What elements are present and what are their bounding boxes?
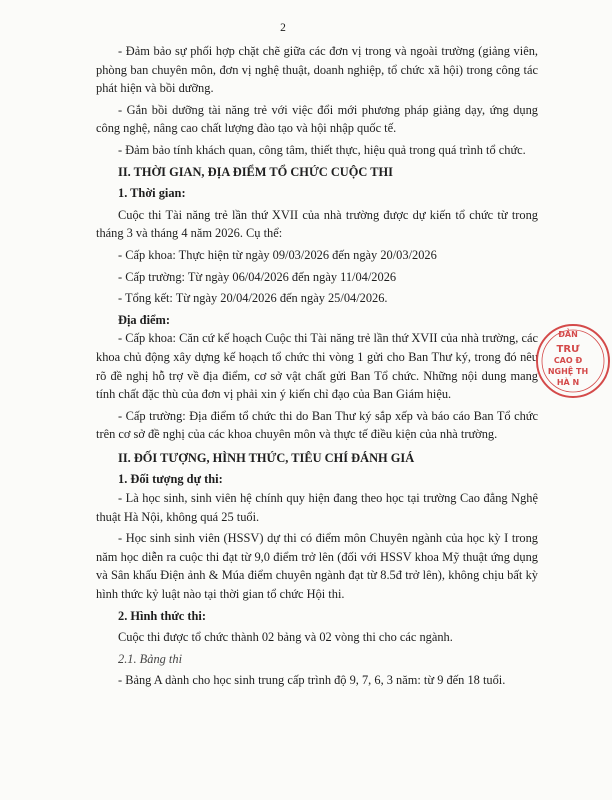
- subheading-format: 2. Hình thức thi:: [118, 608, 206, 623]
- paragraph-location-school: - Cấp trường: Địa điểm tổ chức thi do Ban Thư ký sắp xếp và báo cáo Ban Tổ chức trên cơ sở đề nghị của các khoa chuyên môn và thực tế điều kiện của nhà trường.: [96, 408, 538, 442]
- svg-text:HÀ N: HÀ N: [556, 378, 580, 387]
- page-number: 2: [280, 22, 286, 34]
- schedule-faculty-level: - Cấp khoa: Thực hiện từ ngày 09/03/2026 đến ngày 20/03/2026: [118, 247, 437, 262]
- paragraph-innovation: - Gắn bồi dưỡng tài năng trẻ với việc đổi mới phương pháp giảng dạy, ứng dụng công nghệ, nâng cao chất lượng đào tạo và hội nhập quốc tế.: [96, 102, 538, 136]
- paragraph-coordination: - Đảm bảo sự phối hợp chặt chẽ giữa các đơn vị trong và ngoài trường (giảng viên, phòng ban chuyên môn, đơn vị nghệ thuật, doanh nghiệp, tổ chức xã hội) trong công tác phát hiện và bồi dưỡng.: [96, 44, 538, 96]
- section-heading-participants: II. ĐỐI TƯỢNG, HÌNH THỨC, TIÊU CHÍ ĐÁNH GIÁ: [118, 450, 415, 465]
- section-heading-time-location: II. THỜI GIAN, ĐỊA ĐIỂM TỔ CHỨC CUỘC THI: [118, 164, 393, 179]
- paragraph-location-faculty: - Cấp khoa: Căn cứ kế hoạch Cuộc thi Tài năng trẻ lần thứ XVII của nhà trường, các khoa chủ động xây dựng kế hoạch tổ chức thi vòng 1 gửi cho Ban Thư ký, trong đó nêu rõ đề nghị hỗ trợ về địa điểm, cơ sở vật chất gửi Ban Tổ chức. Những nội dung mang tính chất đặc thù của đơn vị phải xin ý kiến chỉ đạo của Ban Giám hiệu.: [96, 331, 538, 402]
- paragraph-eligibility-age: - Là học sinh, sinh viên hệ chính quy hiện đang theo học tại trường Cao đẳng Nghệ thuật Hà Nội, không quá 25 tuổi.: [96, 491, 538, 524]
- schedule-summary: - Tổng kết: Từ ngày 20/04/2026 đến ngày 25/04/2026.: [118, 291, 388, 306]
- paragraph-format: Cuộc thi được tổ chức thành 02 bảng và 02 vòng thi cho các ngành.: [118, 630, 453, 645]
- svg-text:CAO Đ: CAO Đ: [553, 356, 583, 365]
- svg-text:ĐẢN: ĐẢN: [558, 330, 578, 339]
- subheading-location: Địa điểm:: [118, 312, 170, 327]
- document-body: [96, 42, 538, 690]
- school-seal-stamp: [534, 322, 612, 400]
- subheading-groups: 2.1. Bảng thi: [118, 651, 183, 666]
- paragraph-eligibility-score: - Học sinh sinh viên (HSSV) dự thi có điểm môn Chuyên ngành của học kỳ I trong năm học diễn ra cuộc thi đạt từ 9,0 điểm trở lên (đối với HSSV khoa Mỹ thuật ứng dụng và Sân khấu Điện ảnh & Múa điểm chuyên ngành đạt từ 8.5đ trở lên), không chịu bất kỳ hình thức kỷ luật nào tại thời gian tổ chức Hội thi.: [96, 531, 538, 602]
- paragraph-group-a: - Bảng A dành cho học sinh trung cấp trình độ 9, 7, 6, 3 năm: từ 9 đến 18 tuổi.: [118, 673, 506, 688]
- paragraph-objectivity: - Đảm bảo tính khách quan, công tâm, thiết thực, hiệu quả trong quá trình tổ chức.: [118, 142, 526, 157]
- subheading-time: 1. Thời gian:: [118, 186, 186, 201]
- subheading-participants: 1. Đối tượng dự thi:: [118, 472, 223, 487]
- svg-text:NGHỆ TH: NGHỆ TH: [547, 367, 589, 376]
- schedule-school-level: - Cấp trường: Từ ngày 06/04/2026 đến ngày 11/04/2026: [118, 269, 397, 284]
- paragraph-schedule-intro: Cuộc thi Tài năng trẻ lần thứ XVII của nhà trường được dự kiến tổ chức từ trong tháng 3 và tháng 4 năm 2026. Cụ thể:: [96, 207, 538, 241]
- svg-text:TRƯ: TRƯ: [556, 344, 580, 355]
